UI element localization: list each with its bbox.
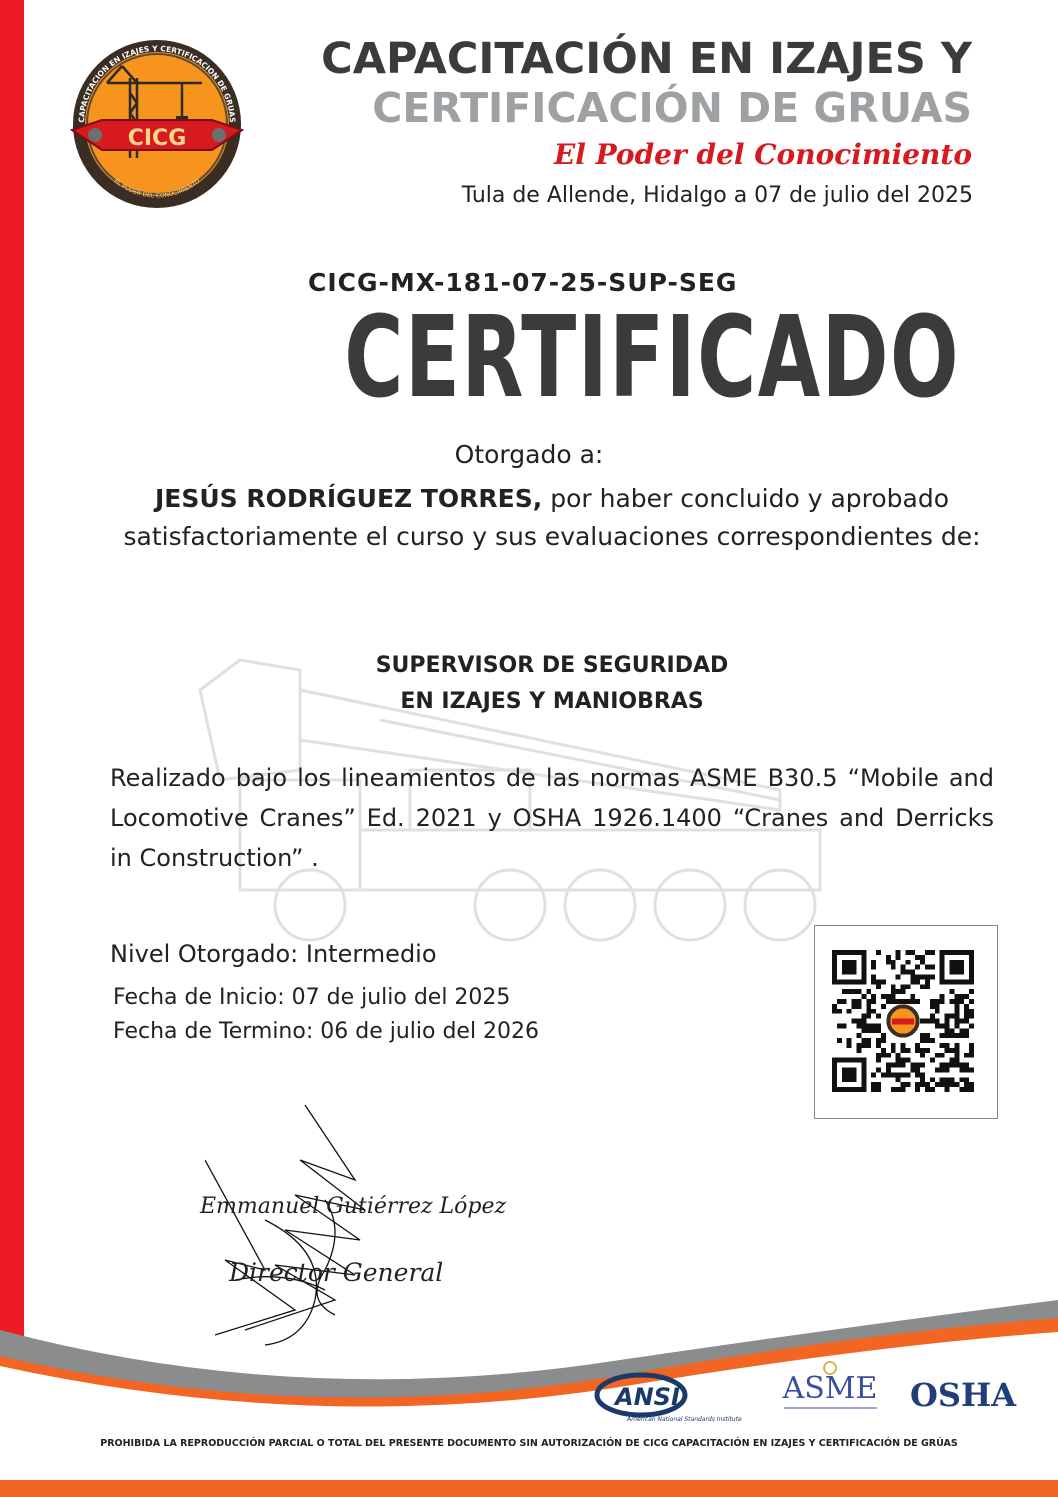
slogan: El Poder del Conocimiento: [553, 138, 972, 171]
level-awarded: Nivel Otorgado: Intermedio: [110, 940, 437, 968]
qr-code[interactable]: [832, 950, 974, 1092]
cicg-logo: [62, 38, 252, 210]
footer-disclaimer: PROHIBIDA LA REPRODUCCIÓN PARCIAL O TOTAL DEL PRESENTE DOCUMENTO SIN AUTORIZACIÓN DE CICG CAPACITACIÓN EN IZAJES Y CERTIFICACIÓN DE GRÚAS: [100, 1438, 958, 1449]
certificate-title: CERTIFICADO: [344, 293, 960, 423]
osha-logo: [908, 1372, 1018, 1416]
osha-logo-text: OSHA: [910, 1376, 1017, 1414]
asme-logo: [778, 1360, 883, 1420]
logo-ring-text-top: CAPACITACION EN IZAJES Y CERTIFICACION DE GRUAS: [76, 43, 238, 123]
header-line-1: CAPACITACIÓN EN IZAJES Y: [321, 34, 972, 84]
footer-waves: [0, 1300, 1058, 1497]
signatory-name: Emmanuel Gutiérrez López: [200, 1194, 507, 1219]
awarded-to-label: Otorgado a:: [454, 440, 604, 469]
course-line-1: SUPERVISOR DE SEGURIDAD: [375, 653, 729, 678]
place-date: Tula de Allende, Hidalgo a 07 de julio del 2025: [461, 183, 973, 208]
ansi-logo-text: ANSI: [615, 1383, 680, 1411]
end-date: Fecha de Termino: 06 de julio del 2026: [113, 1019, 540, 1044]
course-name: [0, 648, 1058, 720]
award-paragraph: [110, 480, 994, 556]
ansi-logo: [593, 1365, 763, 1427]
recipient-name: JESÚS RODRÍGUEZ TORRES,: [154, 484, 543, 513]
ansi-logo-subtext: American National Standards Institute: [627, 1416, 742, 1423]
logo-ring-text-bottom: EL PODER DEL CONOCIMIENTO: [112, 177, 202, 200]
signatory-role: Director General: [229, 1258, 444, 1287]
course-line-2: EN IZAJES Y MANIOBRAS: [400, 689, 704, 714]
certificate-code: CICG-MX-181-07-25-SUP-SEG: [308, 268, 738, 297]
header-line-2: CERTIFICACIÓN DE GRUAS: [372, 84, 972, 132]
start-date: Fecha de Inicio: 07 de julio del 2025: [113, 985, 511, 1010]
award-body-text: por haber concluido y aprobado satisfactoriamente el curso y sus evaluaciones correspondientes de:: [123, 484, 981, 551]
norms-text: Realizado bajo los lineamientos de las normas ASME B30.5 “Mobile and Locomotive Cranes” Ed. 2021 y OSHA 1926.1400 “Cranes and Derricks in Construction” .: [110, 764, 994, 872]
asme-logo-text: ASME: [782, 1371, 878, 1406]
logo-center-text: CICG: [127, 126, 187, 151]
